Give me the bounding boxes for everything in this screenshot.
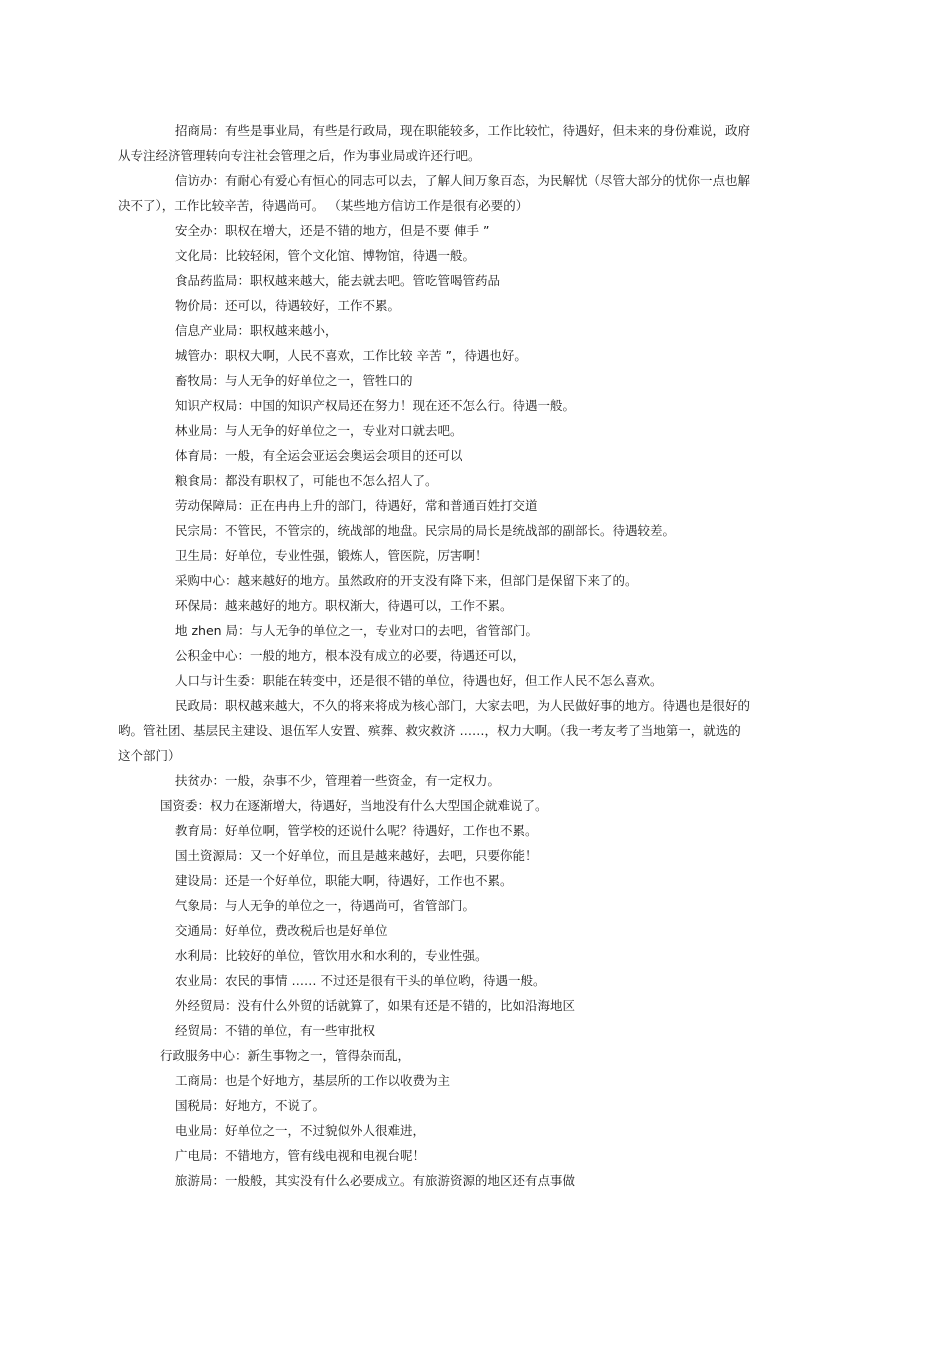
entry-first-line: 教育局：好单位啊，管学校的还说什么呢？待遇好，工作也不累。 — [175, 823, 538, 838]
entry-first-line: 民政局：职权越来越大，不久的将来将成为核心部门，大家去吧，为人民做好事的地方。待遇也是很好的 — [175, 698, 751, 713]
department-entry — [0, 668, 950, 693]
entry-continuation-line: 从专注经济管理转向专注社会管理之后，作为事业局或许还行吧。 — [118, 148, 481, 163]
entry-first-line: 电业局：好单位之一，不过貌似外人很难进， — [175, 1123, 426, 1138]
department-entry — [0, 893, 950, 918]
entry-first-line: 国税局：好地方，不说了。 — [175, 1098, 326, 1113]
entry-first-line: 交通局：好单位，费改税后也是好单位 — [175, 923, 388, 938]
department-entry — [0, 568, 950, 593]
entry-first-line: 民宗局：不管民，不管宗的，统战部的地盘。民宗局的局长是统战部的副部长。待遇较差。 — [175, 523, 676, 538]
department-entry — [0, 918, 950, 943]
entry-first-line: 城管办：职权大啊，人民不喜欢，工作比较 辛苦 ”，待遇也好。 — [175, 348, 527, 363]
entry-first-line: 人口与计生委：职能在转变中，还是很不错的单位，待遇也好，但工作人民不怎么喜欢。 — [175, 673, 663, 688]
department-entry — [0, 518, 950, 543]
entry-first-line: 公积金中心：一般的地方，根本没有成立的必要，待遇还可以， — [175, 648, 526, 663]
department-entry — [0, 1118, 950, 1143]
department-entry — [0, 418, 950, 443]
entry-first-line: 国土资源局：又一个好单位，而且是越来越好，去吧，只要你能！ — [175, 848, 538, 863]
entry-first-line: 广电局：不错地方，管有线电视和电视台呢！ — [175, 1148, 426, 1163]
department-entry — [0, 993, 950, 1018]
department-list — [0, 118, 950, 1193]
department-entry — [0, 818, 950, 843]
entry-first-line: 采购中心：越来越好的地方。虽然政府的开支没有降下来，但部门是保留下来了的。 — [175, 573, 638, 588]
department-entry — [0, 1018, 950, 1043]
department-entry — [0, 943, 950, 968]
department-entry — [0, 643, 950, 668]
department-entry — [0, 293, 950, 318]
entry-first-line: 粮食局：都没有职权了，可能也不怎么招人了。 — [175, 473, 438, 488]
department-entry — [0, 443, 950, 468]
entry-first-line: 行政服务中心：新生事物之一，管得杂而乱， — [160, 1048, 411, 1063]
entry-first-line: 建设局：还是一个好单位，职能大啊，待遇好，工作也不累。 — [175, 873, 513, 888]
entry-first-line: 工商局：也是个好地方，基层所的工作以收费为主 — [175, 1073, 451, 1088]
department-entry — [0, 493, 950, 518]
department-entry — [0, 793, 950, 818]
department-entry — [0, 268, 950, 293]
department-entry — [0, 168, 950, 218]
department-entry — [0, 693, 950, 768]
entry-first-line: 招商局：有些是事业局，有些是行政局，现在职能较多，工作比较忙，待遇好，但未来的身份难说，政府 — [175, 123, 751, 138]
entry-first-line: 环保局：越来越好的地方。职权渐大，待遇可以，工作不累。 — [175, 598, 513, 613]
department-entry — [0, 618, 950, 643]
entry-continuation-line: 哟。管社团、基层民主建设、退伍军人安置、殡葬、救灾救济 ……，权力大啊。（我一考友考了当地第一，就选的 — [118, 723, 741, 738]
entry-first-line: 劳动保障局：正在冉冉上升的部门，待遇好，常和普通百姓打交道 — [175, 498, 538, 513]
entry-first-line: 旅游局：一般般，其实没有什么必要成立。有旅游资源的地区还有点事做 — [175, 1173, 576, 1188]
department-entry — [0, 218, 950, 243]
entry-first-line: 林业局：与人无争的好单位之一，专业对口就去吧。 — [175, 423, 463, 438]
entry-first-line: 安全办：职权在增大，还是不错的地方，但是不要 俥手 ” — [175, 223, 490, 238]
department-entry — [0, 543, 950, 568]
department-entry — [0, 968, 950, 993]
entry-first-line: 地 zhen 局：与人无争的单位之一，专业对口的去吧，省管部门。 — [175, 623, 539, 638]
entry-first-line: 信息产业局：职权越来越小， — [175, 323, 338, 338]
entry-first-line: 水利局：比较好的单位，管饮用水和水利的，专业性强。 — [175, 948, 488, 963]
entry-first-line: 知识产权局：中国的知识产权局还在努力！现在还不怎么行。待遇一般。 — [175, 398, 576, 413]
entry-first-line: 经贸局：不错的单位，有一些审批权 — [175, 1023, 376, 1038]
entry-first-line: 食品药监局：职权越来越大，能去就去吧。管吃管喝管药品 — [175, 273, 501, 288]
department-entry — [0, 1093, 950, 1118]
department-entry — [0, 343, 950, 368]
department-entry — [0, 843, 950, 868]
entry-first-line: 国资委：权力在逐渐增大，待遇好，当地没有什么大型国企就难说了。 — [160, 798, 548, 813]
entry-first-line: 畜牧局：与人无争的好单位之一，管牲口的 — [175, 373, 413, 388]
entry-first-line: 农业局：农民的事情 …… 不过还是很有干头的单位哟，待遇一般。 — [175, 973, 546, 988]
department-entry — [0, 468, 950, 493]
department-entry — [0, 593, 950, 618]
department-entry — [0, 868, 950, 893]
entry-continuation-line: 这个部门） — [118, 748, 181, 763]
department-entry — [0, 118, 950, 168]
department-entry — [0, 1068, 950, 1093]
department-entry — [0, 1043, 950, 1068]
entry-first-line: 信访办：有耐心有爱心有恒心的同志可以去，了解人间万象百态，为民解忧（尽管大部分的忧你一点也解 — [175, 173, 751, 188]
department-entry — [0, 1168, 950, 1193]
department-entry — [0, 368, 950, 393]
entry-first-line: 物价局：还可以，待遇较好，工作不累。 — [175, 298, 401, 313]
department-entry — [0, 1143, 950, 1168]
entry-continuation-line: 决不了），工作比较辛苦，待遇尚可。 （某些地方信访工作是很有必要的） — [118, 198, 529, 213]
entry-first-line: 外经贸局：没有什么外贸的话就算了，如果有还是不错的，比如沿海地区 — [175, 998, 576, 1013]
entry-first-line: 卫生局：好单位，专业性强，锻炼人，管医院，厉害啊！ — [175, 548, 488, 563]
department-entry — [0, 243, 950, 268]
entry-first-line: 扶贫办：一般，杂事不少，管理着一些资金，有一定权力。 — [175, 773, 501, 788]
entry-first-line: 体育局：一般，有全运会亚运会奥运会项目的还可以 — [175, 448, 463, 463]
department-entry — [0, 393, 950, 418]
entry-first-line: 文化局：比较轻闲，管个文化馆、博物馆，待遇一般。 — [175, 248, 476, 263]
entry-first-line: 气象局：与人无争的单位之一，待遇尚可，省管部门。 — [175, 898, 476, 913]
department-entry — [0, 318, 950, 343]
department-entry — [0, 768, 950, 793]
